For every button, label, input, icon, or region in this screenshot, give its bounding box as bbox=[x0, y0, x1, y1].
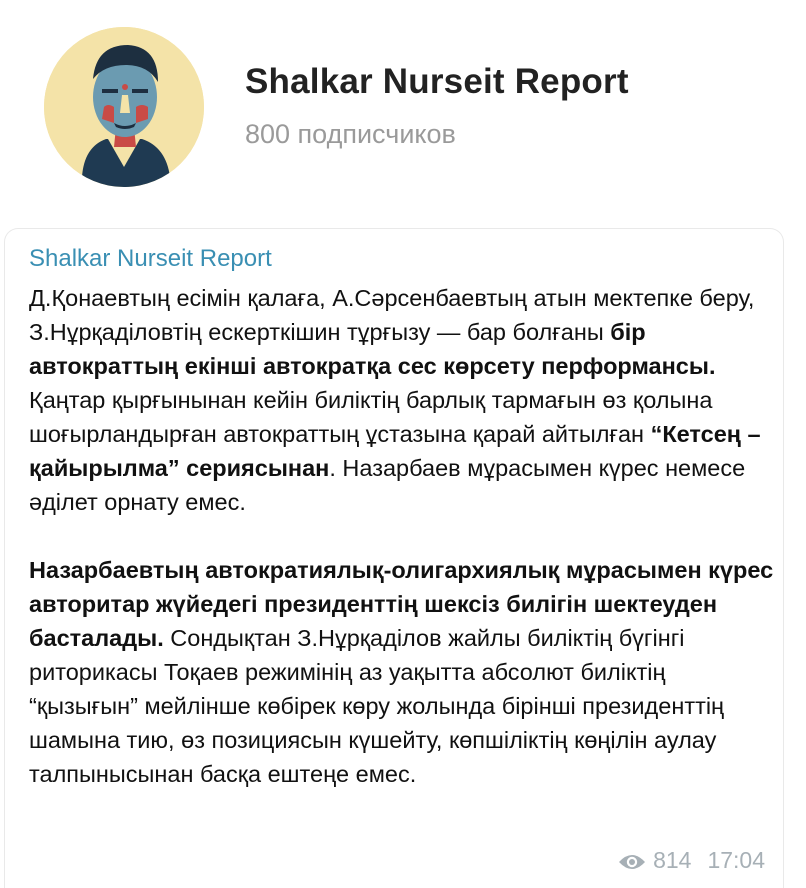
paragraph-spacer bbox=[29, 519, 777, 553]
message-text-run: . Назарбаев мұрасымен күрес немесе әділет орнату емес. bbox=[29, 455, 746, 515]
avatar-portrait-icon bbox=[44, 27, 204, 187]
message-text-run: Д.Қонаевтың есімін қалаға, А.Сәрсенбаевтың атын мектепке беру, З.Нұрқаділовтің ескерткішин тұрғызу — бар болғаны bbox=[29, 285, 755, 345]
channel-title[interactable]: Shalkar Nurseit Report bbox=[245, 62, 629, 101]
message-paragraph-2 bbox=[29, 553, 777, 791]
subscriber-count: 800 подписчиков bbox=[245, 119, 456, 149]
message-bold-text: бір автократтың екінші автократқа сес көрсету перформансы. bbox=[29, 319, 716, 379]
chat-area bbox=[0, 228, 806, 883]
message-bubble[interactable] bbox=[4, 228, 784, 888]
message-text-run: Қаңтар қырғынынан кейін биліктің барлық тармағын өз қолына шоғырландырған автократтың ұстазына қарай айтылған bbox=[29, 387, 713, 447]
message-paragraph-1 bbox=[29, 281, 777, 519]
message-time: 17:04 bbox=[707, 847, 765, 873]
message-bold-text: Назарбаевтың автократиялық-олигархиялық мұрасымен күрес авторитар жүйедегі президенттің шексіз билігін шектеуден басталады. bbox=[29, 557, 774, 651]
message-text-run: Сондықтан З.Нұрқаділов жайлы биліктің бүгінгі риторикасы Тоқаев режимінің аз уақытта абсолют биліктің “қызығын” мейлінше көбірек көру жолында бірінші президенттің шамына тию, өз позициясын күшейту, көпшіліктің көңілін аулау талпынысынан басқа ештеңе емес. bbox=[29, 625, 725, 787]
message-text bbox=[29, 281, 777, 791]
view-count: 814 bbox=[653, 847, 692, 873]
eye-icon bbox=[617, 851, 647, 871]
message-bold-text: “Кетсең – қайырылма” сериясынан bbox=[29, 421, 761, 481]
message-sender[interactable]: Shalkar Nurseit Report bbox=[29, 245, 272, 272]
message-meta bbox=[617, 847, 765, 874]
channel-header bbox=[0, 0, 806, 228]
channel-avatar[interactable] bbox=[44, 27, 204, 187]
